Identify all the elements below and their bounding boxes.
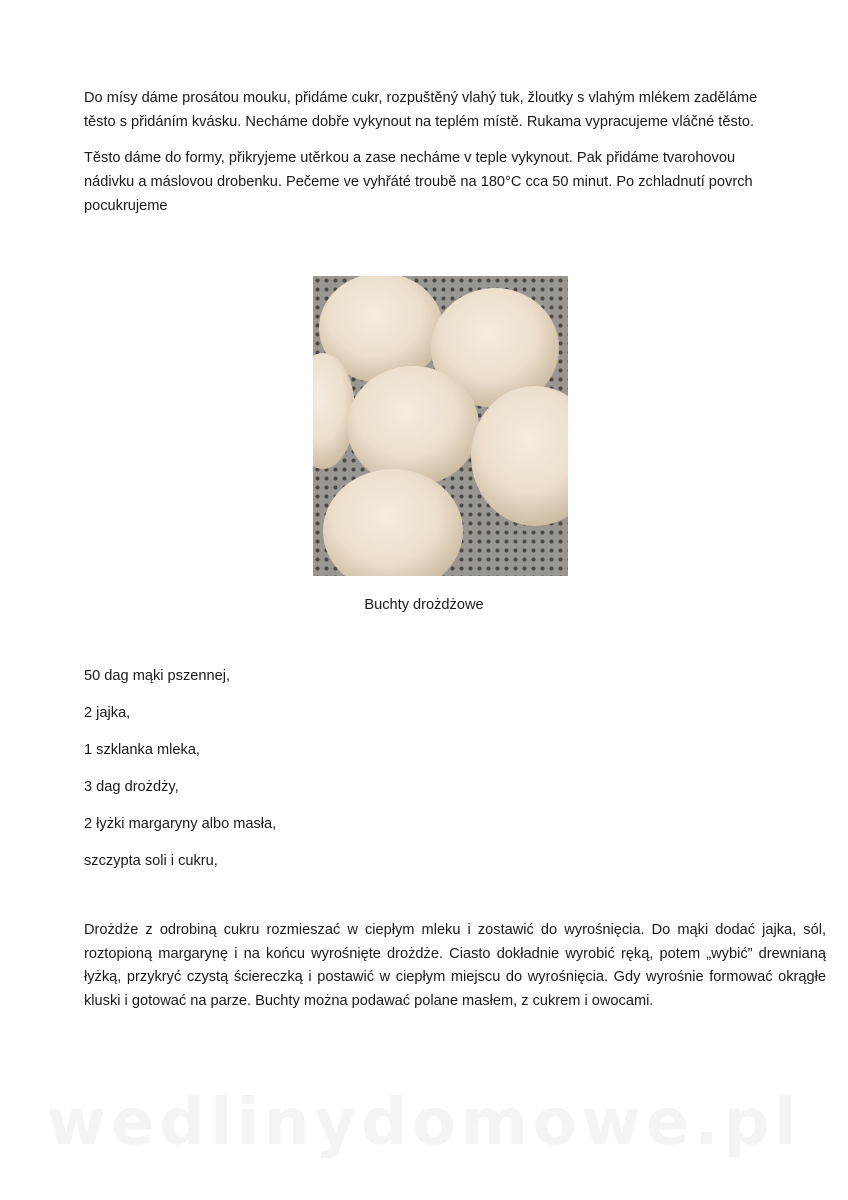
ingredient-item: 50 dag mąki pszennej, — [84, 668, 231, 684]
czech-paragraph-1: Do mísy dáme prosátou mouku, přidáme cukr, rozpuštěný vlahý tuk, žloutky s vlahým mlékem zaděláme těsto s přidáním kvásku. Necháme dobře vykynout na teplém místě. Rukama vypracujeme vláčné těsto. — [84, 90, 758, 130]
steamed-buns-photo — [313, 276, 568, 576]
ingredient-item: 1 szklanka mleka, — [84, 742, 200, 758]
polish-instructions: Drożdże z odrobiną cukru rozmieszać w ciepłym mleku i zostawić do wyrośnięcia. Do mąki dodać jajka, sól, roztopioną margarynę i na końcu wyrośnięte drożdże. Ciasto dokładnie wyrobić ręką, potem „wybić” drewnianą łyżką, przykryć czystą ściereczką i postawić w ciepłym miejscu do wyrośnięcia. Gdy wyrośnie formować okrągłe kluski i gotować na parze. Buchty można podawać polane masłem, z cukrem i owocami. — [84, 922, 826, 1009]
ingredient-list — [84, 664, 276, 886]
bun-4 — [347, 366, 479, 486]
ingredient-item: 3 dag drożdży, — [84, 779, 179, 795]
ingredient-item: 2 łyżki margaryny albo masła, — [84, 816, 277, 832]
photo-caption: Buchty drożdżowe — [364, 597, 484, 613]
czech-paragraph-2: Těsto dáme do formy, přikryjeme utěrkou a zase necháme v teple vykynout. Pak přidáme tvarohovou nádivku a máslovou drobenku. Pečeme ve vyhřáté troubě na 180°C cca 50 minut. Po zchladnutí povrch pocukrujeme — [84, 150, 753, 214]
ingredient-item: 2 jajka, — [84, 705, 131, 721]
buns-illustration — [313, 276, 568, 576]
watermark: wedlinydomowe.pl — [46, 1086, 802, 1160]
ingredient-item: szczypta soli i cukru, — [84, 853, 218, 869]
